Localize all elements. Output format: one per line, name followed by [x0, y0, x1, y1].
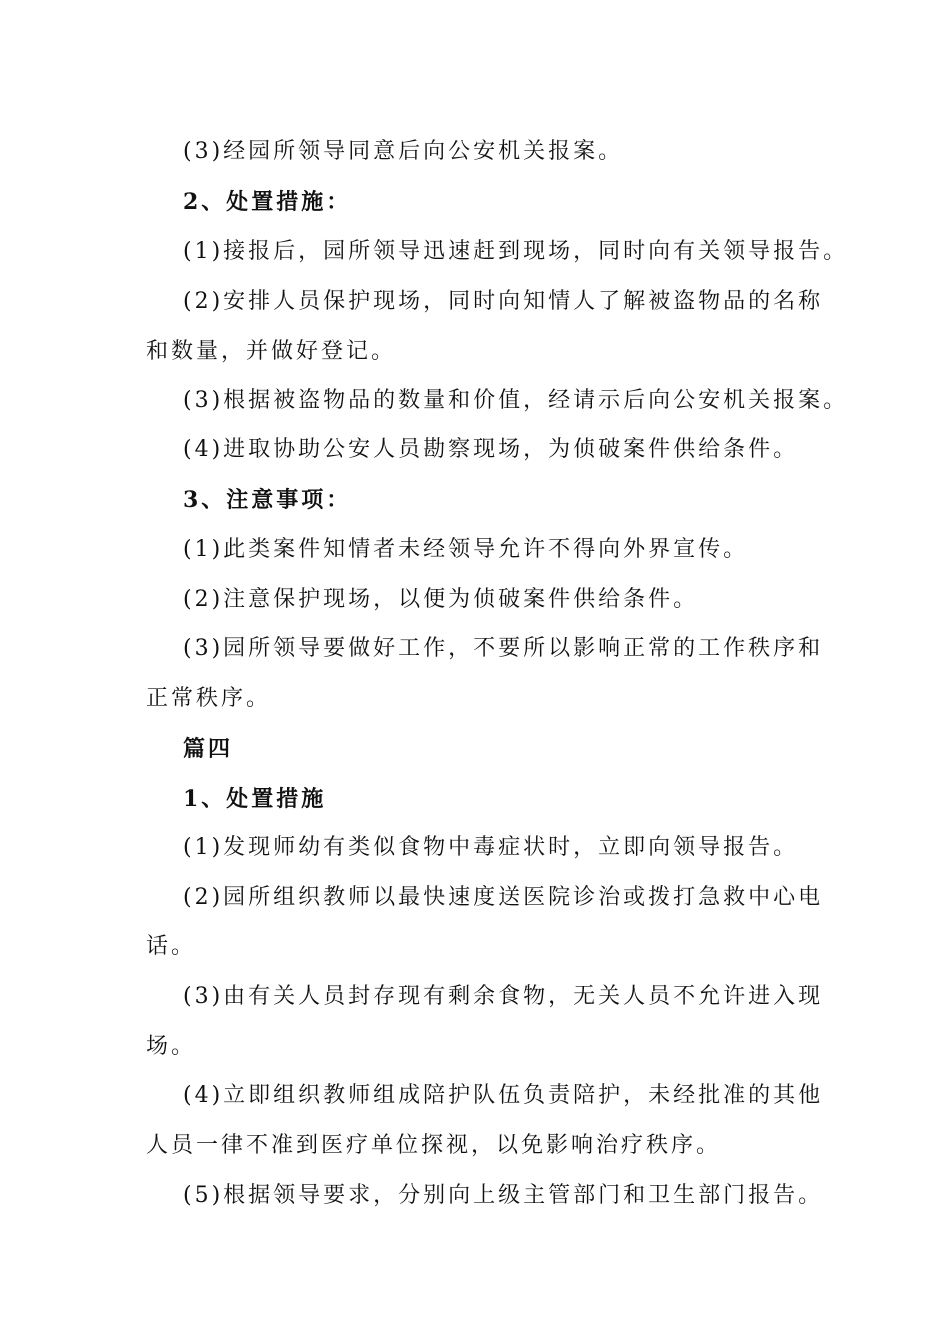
paragraph-line: (1)发现师幼有类似食物中毒症状时，立即向领导报告。 [183, 835, 799, 860]
paragraph-line: (4)进取协助公安人员勘察现场，为侦破案件供给条件。 [183, 437, 799, 462]
paragraph-line: (3)由有关人员封存现有剩余食物，无关人员不允许进入现 [183, 984, 824, 1009]
paragraph-line: (1)接报后，园所领导迅速赶到现场，同时向有关领导报告。 [183, 239, 849, 264]
paragraph-line: (3)根据被盗物品的数量和价值，经请示后向公安机关报案。 [183, 388, 849, 413]
section-heading: 2、处置措施： [183, 189, 352, 215]
paragraph-line: (3)园所领导要做好工作，不要所以影响正常的工作秩序和 [183, 636, 824, 661]
paragraph-line: (1)此类案件知情者未经领导允许不得向外界宣传。 [183, 537, 749, 562]
section-heading: 3、注意事项： [183, 487, 352, 513]
paragraph-continuation-line: 人员一律不准到医疗单位探视，以免影响治疗秩序。 [146, 1133, 722, 1158]
paragraph-line: (2)园所组织教师以最快速度送医院诊治或拨打急救中心电 [183, 885, 824, 910]
paragraph-continuation-line: 话。 [146, 934, 197, 959]
chapter-heading: 篇四 [183, 736, 234, 762]
paragraph-continuation-line: 正常秩序。 [146, 686, 272, 711]
paragraph-line: (5)根据领导要求，分别向上级主管部门和卫生部门报告。 [183, 1183, 824, 1208]
paragraph-line: (2)安排人员保护现场，同时向知情人了解被盗物品的名称 [183, 289, 824, 314]
paragraph-line: (2)注意保护现场，以便为侦破案件供给条件。 [183, 587, 699, 612]
paragraph-continuation-line: 场。 [146, 1034, 197, 1059]
paragraph-line: (3)经园所领导同意后向公安机关报案。 [183, 139, 624, 164]
paragraph-line: (4)立即组织教师组成陪护队伍负责陪护，未经批准的其他 [183, 1083, 824, 1108]
section-heading: 1、处置措施 [183, 786, 327, 812]
paragraph-continuation-line: 和数量，并做好登记。 [146, 339, 397, 364]
